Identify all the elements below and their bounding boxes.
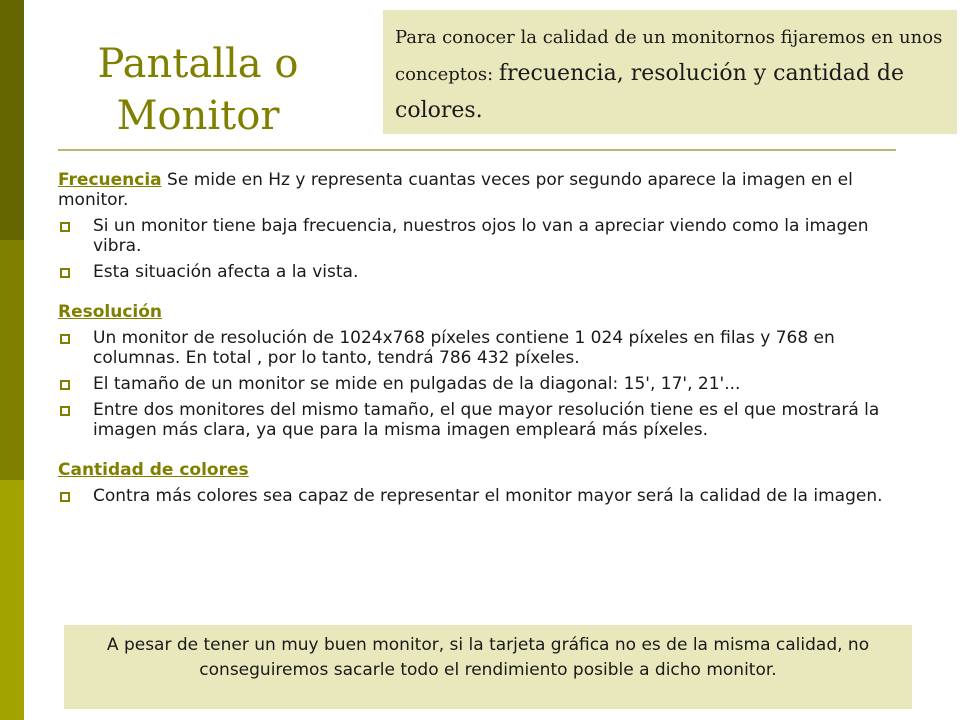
accent-bar-light bbox=[0, 480, 24, 720]
intro-text: Para conocer la calidad de un monitornos fijaremos en unos conceptos: bbox=[395, 27, 943, 85]
colores-list bbox=[58, 486, 898, 506]
frecuencia-heading: Frecuencia bbox=[58, 170, 162, 190]
colores-heading: Cantidad de colores bbox=[58, 460, 249, 480]
resolucion-section bbox=[58, 302, 898, 322]
frecuencia-text: Se mide en Hz y representa cuantas veces por segundo aparece la imagen en el monitor. bbox=[58, 170, 853, 210]
square-bullet-icon bbox=[60, 222, 70, 232]
left-accent-bar bbox=[0, 0, 24, 720]
title-line-2: Monitor bbox=[116, 93, 280, 139]
accent-bar-mid bbox=[0, 240, 24, 480]
list-item: Contra más colores sea capaz de representar el monitor mayor será la calidad de la imagen. bbox=[58, 486, 898, 506]
intro-box bbox=[383, 10, 957, 134]
resolucion-heading: Resolución bbox=[58, 302, 163, 322]
square-bullet-icon bbox=[60, 380, 70, 390]
note-box bbox=[64, 625, 912, 709]
slide-body bbox=[58, 170, 898, 506]
frecuencia-paragraph bbox=[58, 170, 898, 210]
resolucion-list bbox=[58, 328, 898, 440]
list-item: Entre dos monitores del mismo tamaño, el que mayor resolución tiene es el que mostrará la imagen más clara, ya que para la misma imagen empleará más píxeles. bbox=[58, 400, 898, 440]
intro-concepts: frecuencia, resolución y cantidad de colores. bbox=[395, 61, 905, 123]
note-text: A pesar de tener un muy buen monitor, si la tarjeta gráfica no es de la misma calidad, no conseguiremos sacarle todo el rendimiento posible a dicho monitor. bbox=[106, 635, 870, 680]
list-item: Esta situación afecta a la vista. bbox=[58, 262, 898, 282]
title-divider bbox=[58, 149, 896, 151]
list-item: El tamaño de un monitor se mide en pulgadas de la diagonal: 15', 17', 21'... bbox=[58, 374, 898, 394]
title-line-1: Pantalla o bbox=[97, 41, 299, 87]
square-bullet-icon bbox=[60, 268, 70, 278]
colores-section bbox=[58, 460, 898, 480]
frecuencia-list bbox=[58, 216, 898, 282]
accent-bar-dark bbox=[0, 0, 24, 240]
square-bullet-icon bbox=[60, 334, 70, 344]
square-bullet-icon bbox=[60, 406, 70, 416]
slide-title bbox=[88, 38, 308, 142]
list-item: Si un monitor tiene baja frecuencia, nuestros ojos lo van a apreciar viendo como la imagen vibra. bbox=[58, 216, 898, 256]
list-item: Un monitor de resolución de 1024x768 píxeles contiene 1 024 píxeles en filas y 768 en columnas. En total , por lo tanto, tendrá 786 432 píxeles. bbox=[58, 328, 898, 368]
square-bullet-icon bbox=[60, 492, 70, 502]
